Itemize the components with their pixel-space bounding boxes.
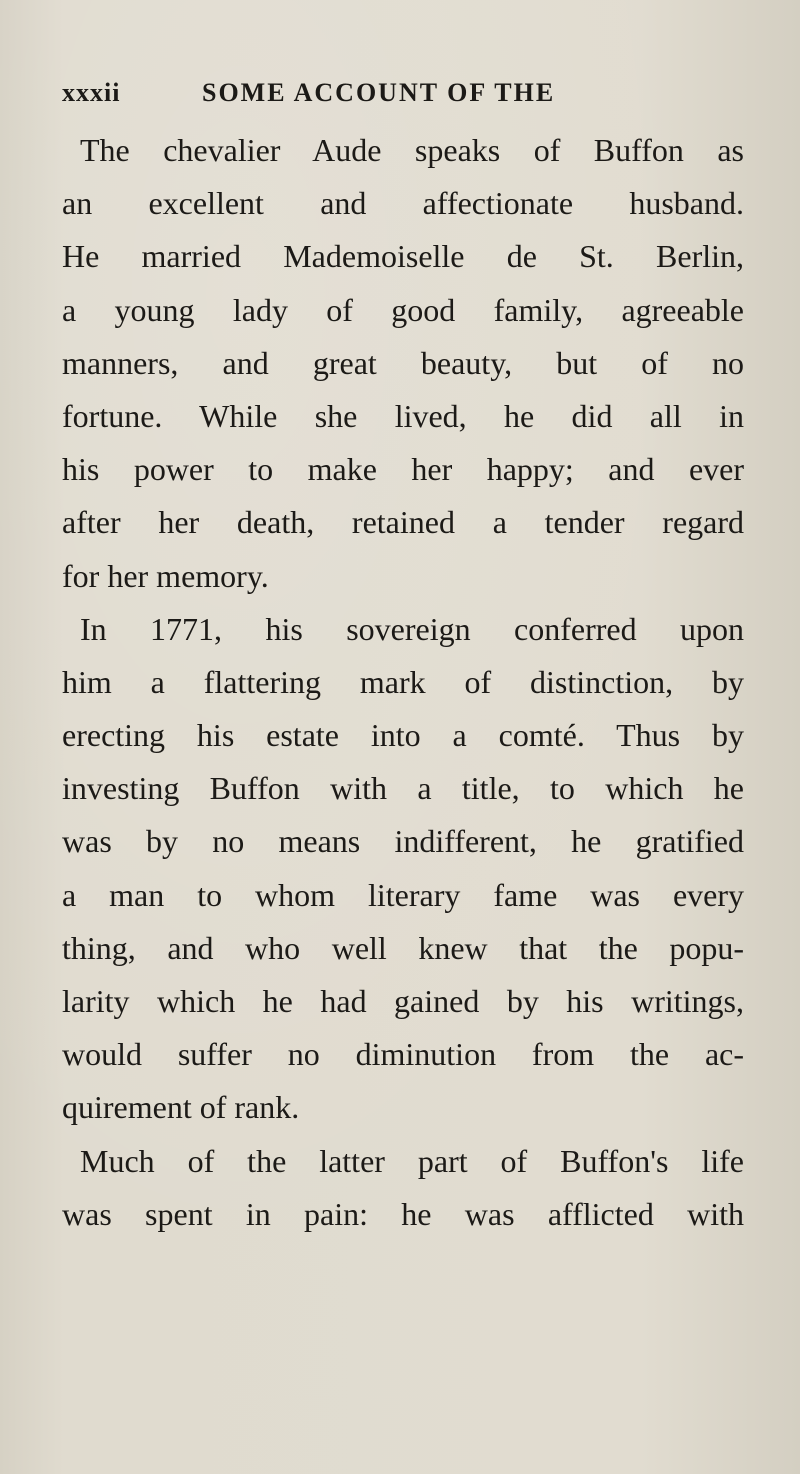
text-line: erecting his estate into a comté. Thus by xyxy=(62,717,744,754)
text-line: He married Mademoiselle de St. Berlin, xyxy=(62,238,744,275)
text-line: after her death, retained a tender regard xyxy=(62,504,744,541)
text-line: a man to whom literary fame was every xyxy=(62,876,744,913)
text-line: fortune. While she lived, he did all in xyxy=(62,397,744,434)
page-number: xxxii xyxy=(62,78,121,107)
text-line: The chevalier Aude speaks of Buffon as xyxy=(80,132,744,168)
running-title: SOME ACCOUNT OF THE xyxy=(202,78,556,107)
text-line: an excellent and affectionate husband. xyxy=(62,185,744,222)
text-line: Much of the latter part of Buffon's life xyxy=(80,1142,744,1179)
text-line: would suffer no diminution from the ac- xyxy=(62,1036,744,1073)
text-line: was spent in pain: he was afflicted with xyxy=(62,1195,744,1232)
text-line: him a flattering mark of distinction, by xyxy=(62,663,744,700)
text-line: In 1771, his sovereign conferred upon xyxy=(80,610,744,647)
text-line: larity which he had gained by his writings, xyxy=(62,983,744,1019)
text-line: investing Buffon with a title, to which he xyxy=(62,770,744,807)
running-header xyxy=(62,78,742,114)
text-line: for her memory. xyxy=(62,557,269,594)
text-line: his power to make her happy; and ever xyxy=(62,451,744,488)
text-line: a young lady of good family, agreeable xyxy=(62,291,744,328)
text-line: manners, and great beauty, but of no xyxy=(62,344,744,381)
text-line: thing, and who well knew that the popu- xyxy=(62,929,744,966)
text-line: quirement of rank. xyxy=(62,1089,300,1126)
text-line: was by no means indifferent, he gratified xyxy=(62,823,744,860)
body-text xyxy=(62,124,744,1241)
